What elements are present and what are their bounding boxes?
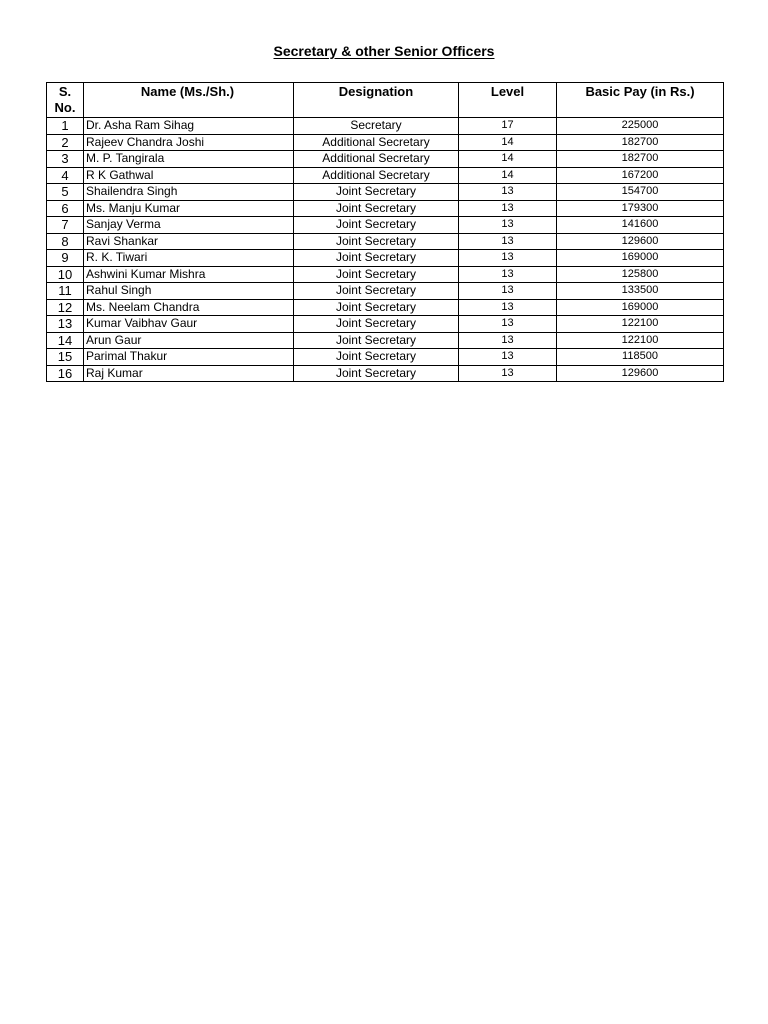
cell-designation: Joint Secretary bbox=[294, 332, 459, 349]
cell-level: 13 bbox=[459, 233, 557, 250]
cell-level: 13 bbox=[459, 184, 557, 201]
table-row bbox=[47, 365, 724, 382]
cell-sno: 16 bbox=[47, 365, 84, 382]
column-header-designation: Designation bbox=[294, 83, 459, 118]
cell-designation: Joint Secretary bbox=[294, 283, 459, 300]
table-row bbox=[47, 184, 724, 201]
cell-level: 13 bbox=[459, 349, 557, 366]
cell-level: 14 bbox=[459, 134, 557, 151]
cell-name: Shailendra Singh bbox=[84, 184, 294, 201]
cell-sno: 12 bbox=[47, 299, 84, 316]
cell-name: R. K. Tiwari bbox=[84, 250, 294, 267]
table-header-row bbox=[47, 83, 724, 118]
cell-basic-pay: 125800 bbox=[557, 266, 724, 283]
cell-sno: 4 bbox=[47, 167, 84, 184]
cell-sno: 7 bbox=[47, 217, 84, 234]
cell-basic-pay: 179300 bbox=[557, 200, 724, 217]
cell-level: 13 bbox=[459, 266, 557, 283]
cell-designation: Joint Secretary bbox=[294, 365, 459, 382]
cell-sno: 15 bbox=[47, 349, 84, 366]
cell-designation: Additional Secretary bbox=[294, 151, 459, 168]
cell-level: 13 bbox=[459, 316, 557, 333]
column-header-name: Name (Ms./Sh.) bbox=[84, 83, 294, 118]
cell-designation: Joint Secretary bbox=[294, 299, 459, 316]
cell-basic-pay: 154700 bbox=[557, 184, 724, 201]
cell-basic-pay: 225000 bbox=[557, 118, 724, 135]
cell-designation: Joint Secretary bbox=[294, 233, 459, 250]
cell-basic-pay: 129600 bbox=[557, 365, 724, 382]
table-body bbox=[47, 118, 724, 382]
cell-sno: 10 bbox=[47, 266, 84, 283]
cell-level: 17 bbox=[459, 118, 557, 135]
cell-level: 13 bbox=[459, 332, 557, 349]
cell-sno: 6 bbox=[47, 200, 84, 217]
table-row bbox=[47, 266, 724, 283]
table-row bbox=[47, 167, 724, 184]
cell-designation: Joint Secretary bbox=[294, 349, 459, 366]
cell-basic-pay: 182700 bbox=[557, 151, 724, 168]
cell-name: Sanjay Verma bbox=[84, 217, 294, 234]
table-row bbox=[47, 118, 724, 135]
officers-table bbox=[46, 82, 724, 382]
cell-name: Parimal Thakur bbox=[84, 349, 294, 366]
table-row bbox=[47, 250, 724, 267]
table-row bbox=[47, 151, 724, 168]
table-row bbox=[47, 217, 724, 234]
cell-level: 14 bbox=[459, 151, 557, 168]
cell-name: Ashwini Kumar Mishra bbox=[84, 266, 294, 283]
cell-basic-pay: 182700 bbox=[557, 134, 724, 151]
cell-name: Rajeev Chandra Joshi bbox=[84, 134, 294, 151]
cell-level: 13 bbox=[459, 365, 557, 382]
cell-level: 13 bbox=[459, 299, 557, 316]
table-row bbox=[47, 200, 724, 217]
cell-sno: 2 bbox=[47, 134, 84, 151]
cell-designation: Secretary bbox=[294, 118, 459, 135]
cell-level: 13 bbox=[459, 250, 557, 267]
cell-basic-pay: 133500 bbox=[557, 283, 724, 300]
page-title: Secretary & other Senior Officers bbox=[273, 43, 495, 59]
table-row bbox=[47, 332, 724, 349]
cell-sno: 14 bbox=[47, 332, 84, 349]
cell-name: Kumar Vaibhav Gaur bbox=[84, 316, 294, 333]
cell-name: Ms. Manju Kumar bbox=[84, 200, 294, 217]
cell-designation: Joint Secretary bbox=[294, 217, 459, 234]
column-header-sno: S. No. bbox=[47, 83, 84, 118]
table-row bbox=[47, 233, 724, 250]
cell-level: 14 bbox=[459, 167, 557, 184]
cell-sno: 9 bbox=[47, 250, 84, 267]
cell-designation: Joint Secretary bbox=[294, 266, 459, 283]
cell-name: Dr. Asha Ram Sihag bbox=[84, 118, 294, 135]
cell-name: R K Gathwal bbox=[84, 167, 294, 184]
cell-basic-pay: 122100 bbox=[557, 332, 724, 349]
cell-level: 13 bbox=[459, 283, 557, 300]
cell-name: Rahul Singh bbox=[84, 283, 294, 300]
cell-sno: 1 bbox=[47, 118, 84, 135]
table-row bbox=[47, 316, 724, 333]
cell-name: Ms. Neelam Chandra bbox=[84, 299, 294, 316]
cell-basic-pay: 122100 bbox=[557, 316, 724, 333]
cell-basic-pay: 167200 bbox=[557, 167, 724, 184]
cell-name: M. P. Tangirala bbox=[84, 151, 294, 168]
column-header-basic-pay: Basic Pay (in Rs.) bbox=[557, 83, 724, 118]
cell-sno: 8 bbox=[47, 233, 84, 250]
cell-designation: Joint Secretary bbox=[294, 250, 459, 267]
cell-name: Raj Kumar bbox=[84, 365, 294, 382]
cell-designation: Joint Secretary bbox=[294, 184, 459, 201]
cell-level: 13 bbox=[459, 200, 557, 217]
table-row bbox=[47, 299, 724, 316]
cell-designation: Additional Secretary bbox=[294, 167, 459, 184]
cell-basic-pay: 129600 bbox=[557, 233, 724, 250]
cell-designation: Joint Secretary bbox=[294, 316, 459, 333]
cell-name: Arun Gaur bbox=[84, 332, 294, 349]
cell-sno: 3 bbox=[47, 151, 84, 168]
table-row bbox=[47, 283, 724, 300]
cell-sno: 5 bbox=[47, 184, 84, 201]
cell-sno: 13 bbox=[47, 316, 84, 333]
table-row bbox=[47, 349, 724, 366]
cell-name: Ravi Shankar bbox=[84, 233, 294, 250]
cell-basic-pay: 169000 bbox=[557, 250, 724, 267]
table-row bbox=[47, 134, 724, 151]
cell-sno: 11 bbox=[47, 283, 84, 300]
cell-basic-pay: 169000 bbox=[557, 299, 724, 316]
cell-level: 13 bbox=[459, 217, 557, 234]
cell-designation: Joint Secretary bbox=[294, 200, 459, 217]
column-header-level: Level bbox=[459, 83, 557, 118]
cell-basic-pay: 118500 bbox=[557, 349, 724, 366]
cell-basic-pay: 141600 bbox=[557, 217, 724, 234]
cell-designation: Additional Secretary bbox=[294, 134, 459, 151]
